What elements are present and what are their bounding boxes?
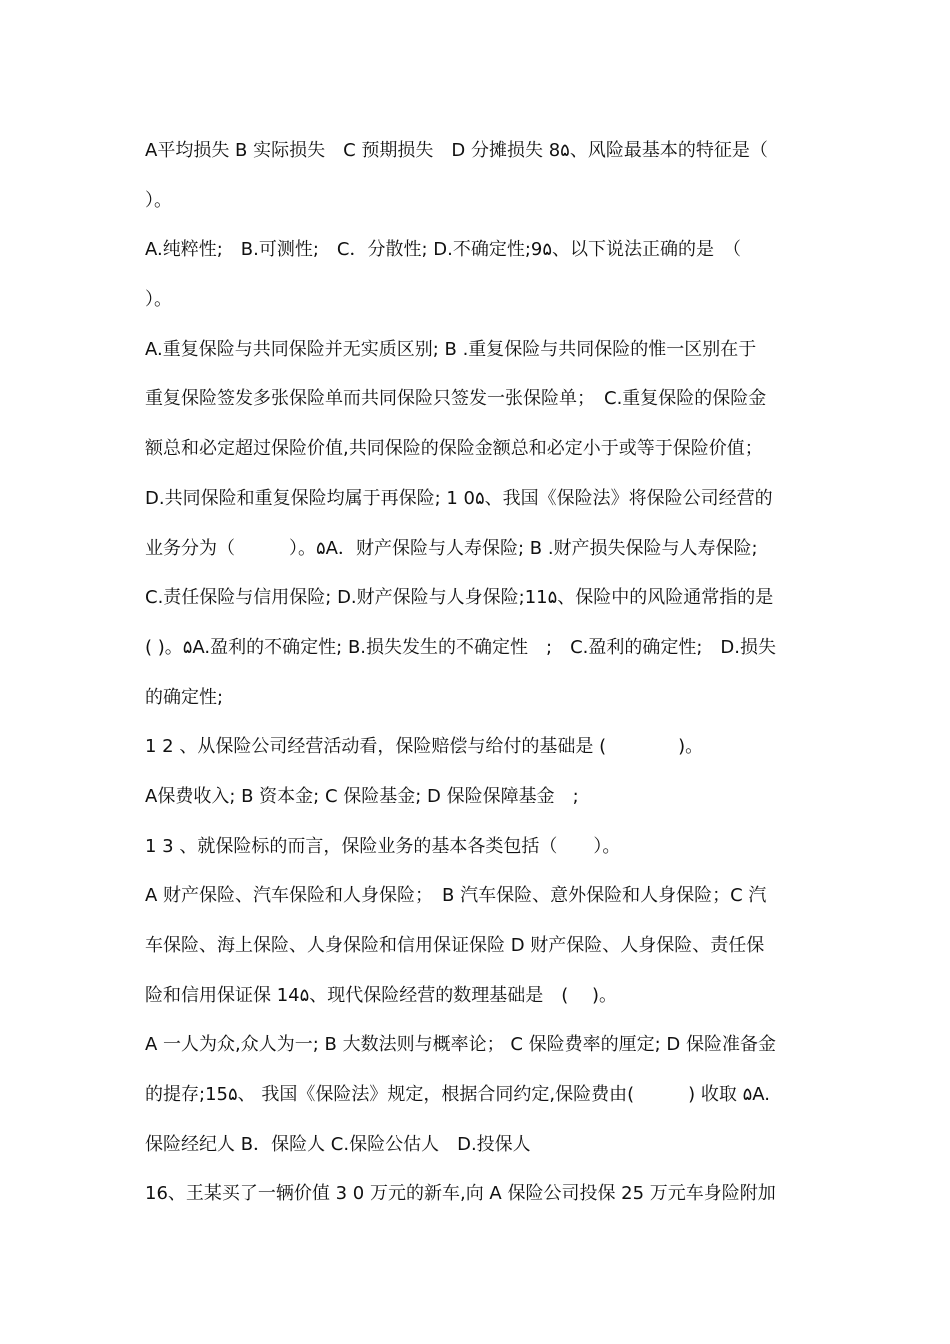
text-line: 保险经纪人 B．保险人 C.保险公估人 D.投保人 (145, 1133, 531, 1155)
text-line: A平均损失 B 实际损失 C 预期损失 D 分摊损失 8۵、风险最基本的特征是（ (145, 140, 768, 161)
text-line: 的确定性; (145, 686, 224, 708)
text-line: ）。 (145, 289, 172, 311)
text-line: 额总和必定超过保险价值,共同保险的保险金额总和必定小于或等于保险价值； (145, 438, 763, 460)
text-line: A 财产保险、汽车保险和人身保险； B 汽车保险、意外保险和人身保险；C 汽 (145, 885, 767, 907)
text-line: C.责任保险与信用保险; D.财产保险与人身保险;11۵、保险中的风险通常指的是 (145, 587, 774, 609)
text-line: 业务分为（ ）。۵A．财产保险与人寿保险; B .财产损失保险与人寿保险; (145, 537, 758, 559)
text-line: A.纯粹性; B.可测性; C．分散性; D.不确定性;9۵、以下说法正确的是 （ (145, 239, 742, 261)
text-line: ( )。۵A.盈利的不确定性; B.损失发生的不确定性 ; C.盈利的确定性; D.损失 (145, 636, 777, 658)
document-body (145, 126, 809, 1219)
text-line: 1 3 、就保险标的而言，保险业务的基本各类包括（ ）。 (145, 835, 621, 857)
text-line: 1 2 、从保险公司经营活动看，保险赔偿与给付的基础是 ( )。 (145, 736, 704, 758)
text-line: 险和信用保证保 14۵、现代保险经营的数理基础是 ( )。 (145, 984, 618, 1006)
text-line: A 一人为众,众人为一; B 大数法则与概率论； C 保险费率的厘定; D 保险准备金 (145, 1034, 776, 1056)
text-line: A保费收入; B 资本金; C 保险基金; D 保险保障基金 ; (145, 785, 579, 807)
text-line: A.重复保险与共同保险并无实质区别; B .重复保险与共同保险的惟一区别在于 (145, 338, 757, 360)
text-line: 的提存;15۵、 我国《保险法》规定，根据合同约定,保险费由( ) 收取 ۵A. (145, 1084, 770, 1106)
text-line: ）。 (145, 189, 172, 211)
text-line: 16、王某买了一辆价值 3 0 万元的新车,向 A 保险公司投保 25 万元车身险附加 (145, 1183, 776, 1205)
text-line: 重复保险签发多张保险单而共同保险只签发一张保险单； C.重复保险的保险金 (145, 388, 767, 410)
text-line: 车保险、海上保险、人身保险和信用保证保险 D 财产保险、人身保险、责任保 (145, 935, 765, 956)
text-line: D.共同保险和重复保险均属于再保险; 1 0۵、我国《保险法》将保险公司经营的 (145, 487, 773, 509)
